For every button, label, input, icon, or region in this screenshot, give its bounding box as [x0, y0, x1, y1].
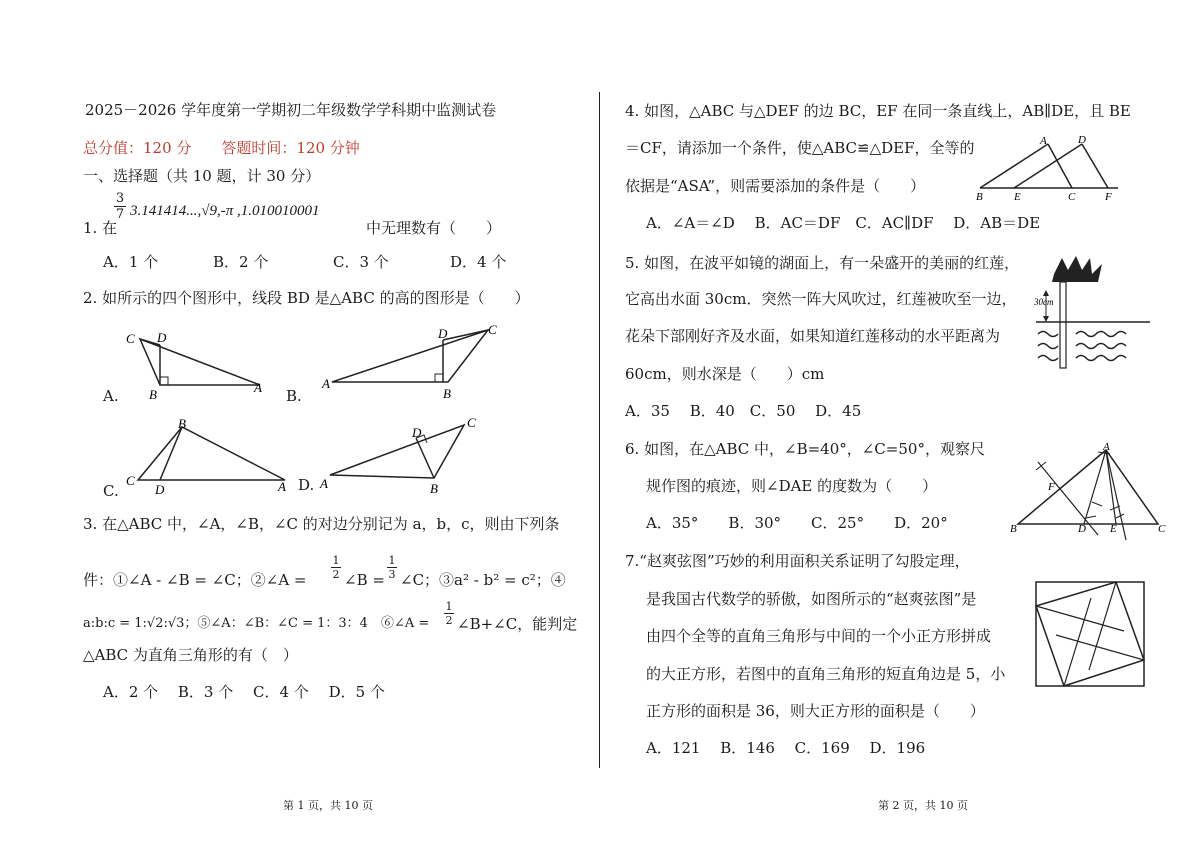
- q2-label-b: B.: [286, 387, 302, 405]
- q7-line-1: 7.“赵爽弦图”巧妙的利用面积关系证明了勾股定理，: [625, 552, 970, 570]
- q6-line-1: 6. 如图，在△ABC 中，∠B=40°，∠C=50°，观察尺: [625, 440, 985, 458]
- section-heading: 一、选择题（共 10 题，计 30 分）: [83, 167, 321, 185]
- q3-line-2b: ∠B =: [344, 571, 385, 589]
- q4-line-2: ＝CF，请添加一个条件，使△ABC≌△DEF，全等的: [625, 139, 975, 157]
- svg-text:C: C: [488, 322, 497, 337]
- q2-label-d: D.: [298, 476, 315, 494]
- svg-text:D: D: [438, 326, 448, 341]
- q7-line-2: 是我国古代数学的骄傲，如图所示的“赵爽弦图”是: [646, 590, 977, 608]
- q7-line-5: 正方形的面积是 36，则大正方形的面积是（ ）: [646, 702, 985, 720]
- q5-line-4: 60cm，则水深是（ ）cm: [625, 365, 825, 383]
- svg-text:D: D: [1078, 523, 1086, 535]
- q1-sequence: 3.141414...,√9,-π ,1.010010001: [130, 203, 320, 219]
- svg-text:D: D: [1078, 134, 1086, 146]
- q5-height-label: 30cm: [1034, 297, 1054, 307]
- q6-line-2: 规作图的痕迹，则∠DAE 的度数为（ ）: [646, 477, 938, 495]
- q2-label-a: A.: [103, 387, 119, 405]
- q2-figure-a: [120, 325, 270, 405]
- svg-text:C: C: [1158, 523, 1166, 535]
- svg-text:E: E: [1110, 523, 1117, 535]
- svg-text:F: F: [1105, 191, 1112, 203]
- q1-fraction: $\frac{3}{7}$: [115, 191, 125, 222]
- svg-text:B: B: [178, 416, 186, 431]
- svg-text:A: A: [320, 476, 328, 491]
- svg-text:C: C: [1068, 191, 1076, 203]
- q1-option-d: D．4 个: [450, 253, 507, 271]
- q3-line-2c: ∠C；③a² - b² = c²；④: [400, 571, 566, 589]
- q4-line-3: 依据是“ASA”，则需要添加的条件是（ ）: [625, 177, 926, 195]
- svg-text:C: C: [126, 331, 135, 346]
- q3-half-2: $\frac{1}{2}$: [445, 600, 453, 627]
- q1-option-a: A．1 个: [103, 253, 159, 271]
- svg-text:B: B: [1010, 523, 1017, 535]
- q5-figure-lotus: [1032, 252, 1152, 374]
- q2-figure-c: [120, 415, 300, 495]
- q5-line-3: 花朵下部刚好齐及水面，如果知道红莲移动的水平距离为: [625, 327, 1001, 345]
- q2-stem: 2. 如所示的四个图形中，线段 BD 是△ABC 的高的图形是（ ）: [83, 289, 530, 307]
- q7-line-4: 的大正方形，若图中的直角三角形的短直角边是 5，小: [646, 665, 1006, 683]
- svg-text:B: B: [976, 191, 983, 203]
- svg-text:A: A: [254, 380, 262, 395]
- svg-text:C: C: [467, 415, 476, 430]
- svg-text:A: A: [1103, 441, 1110, 453]
- svg-text:D: D: [157, 330, 167, 345]
- exam-title: 2025－2026 学年度第一学期初二年级数学学科期中监测试卷: [85, 101, 497, 119]
- q3-line-1: 3. 在△ABC 中，∠A，∠B，∠C 的对边分别记为 a，b，c，则由下列条: [83, 515, 560, 533]
- q7-line-3: 由四个全等的直角三角形与中间的一个小正方形拼成: [646, 627, 992, 645]
- q3-options: A．2 个 B．3 个 C．4 个 D．5 个: [103, 683, 385, 701]
- q2-figure-d: [312, 413, 492, 498]
- q1-option-c: C．3 个: [333, 253, 389, 271]
- svg-text:D: D: [155, 482, 165, 495]
- q3-line-3b: ∠B+∠C，能判定: [457, 615, 578, 633]
- q4-options: A．∠A＝∠D B．AC＝DF C．AC∥DF D．AB＝DE: [646, 214, 1041, 232]
- svg-text:A: A: [1040, 135, 1047, 147]
- q1-tail: 中无理数有（ ）: [366, 219, 502, 237]
- q5-options: A．35 B．40 C．50 D．45: [625, 402, 862, 420]
- svg-text:A: A: [278, 479, 286, 494]
- svg-text:E: E: [1014, 191, 1021, 203]
- q6-figure: [1008, 440, 1170, 540]
- q7-zhao-shuang-figure: [1034, 580, 1148, 690]
- page-footer-left: 第 1 页，共 10 页: [283, 799, 373, 812]
- page-divider: [599, 92, 600, 768]
- q2-label-c: C.: [103, 482, 119, 500]
- svg-text:D: D: [412, 425, 422, 440]
- exam-meta: 总分值：120 分 答题时间：120 分钟: [83, 139, 360, 157]
- svg-text:C: C: [126, 473, 135, 488]
- q5-line-1: 5. 如图，在波平如镜的湖面上，有一朵盛开的美丽的红莲，: [625, 254, 1020, 272]
- q3-line-3a: a:b:c = 1:√2:√3；⑤∠A：∠B：∠C = 1：3：4 ⑥∠A =: [83, 616, 430, 631]
- q2-figure-b: [318, 320, 508, 405]
- q3-line-2a: 件：①∠A - ∠B = ∠C；②∠A =: [83, 571, 307, 589]
- svg-text:F: F: [1048, 481, 1055, 493]
- svg-text:B: B: [149, 387, 157, 402]
- q7-options: A．121 B．146 C．169 D．196: [646, 739, 926, 757]
- q5-line-2: 它高出水面 30cm．突然一阵大风吹过，红莲被吹至一边，: [625, 290, 1017, 308]
- svg-text:A: A: [322, 376, 330, 391]
- q3-line-4: △ABC 为直角三角形的有（ ）: [83, 646, 298, 664]
- q6-options: A．35° B．30° C．25° D．20°: [646, 514, 948, 532]
- svg-text:B: B: [430, 481, 438, 496]
- q3-third: $\frac{1}{3}$: [388, 554, 396, 581]
- svg-text:B: B: [443, 386, 451, 401]
- q4-line-1: 4. 如图，△ABC 与△DEF 的边 BC，EF 在同一条直线上，AB∥DE，且 BE: [625, 102, 1131, 120]
- page-footer-right: 第 2 页，共 10 页: [878, 799, 968, 812]
- q1-option-b: B．2 个: [213, 253, 269, 271]
- q3-half: $\frac{1}{2}$: [332, 554, 340, 581]
- q4-figure: [968, 132, 1128, 204]
- q1-prefix: 1. 在: [83, 219, 118, 237]
